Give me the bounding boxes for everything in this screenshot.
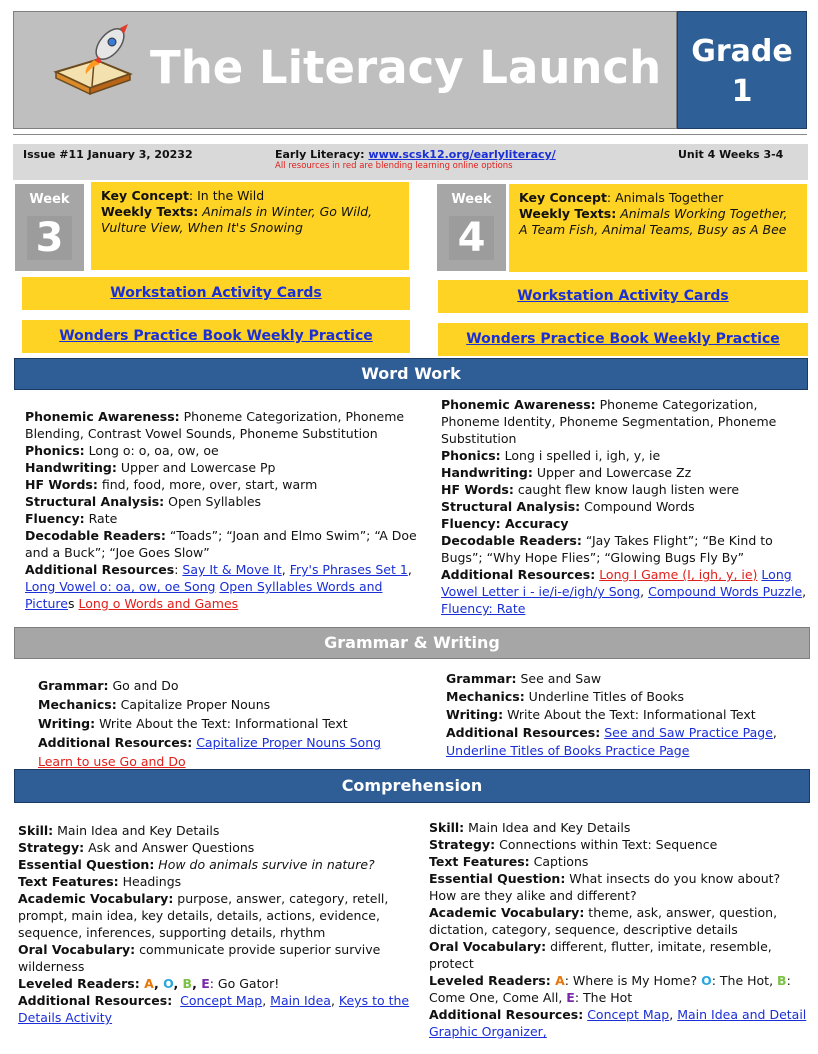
- handwriting-label: Handwriting:: [25, 460, 117, 475]
- phonemic-awareness: Phoneme Categorization, Phoneme Blending, Contrast Vowel Sounds, Phoneme Substitution: [25, 409, 405, 441]
- issue-date: Issue #11 January 3, 20232: [23, 148, 193, 161]
- fluency-label: Fluency:: [25, 511, 85, 526]
- week-4-concept: Key Concept: Animals Together Weekly Texts: Animals Working Together, A Team Fish, Animal Teams, Busy as A Bee: [509, 184, 807, 272]
- week-3-cards-bar: [22, 277, 410, 310]
- additional-resources-label: Additional Resources:: [446, 725, 601, 740]
- level-b-title: : Come One, Come All,: [429, 973, 791, 1005]
- writing: Write About the Text: Informational Text: [95, 716, 348, 731]
- early-literacy-link[interactable]: www.scsk12.org/earlyliteracy/: [368, 148, 556, 161]
- open-syllables-suffix: s: [68, 596, 75, 611]
- text-features: Headings: [118, 874, 182, 889]
- week-4-badge: [437, 184, 506, 271]
- week-3-badge: [15, 184, 84, 271]
- word-work-header: Word Work: [14, 358, 808, 390]
- grammar: See and Saw: [516, 671, 602, 686]
- week-4-number: 4: [449, 216, 494, 260]
- essential-question-label: Essential Question:: [429, 871, 566, 886]
- book-rocket-logo: [48, 22, 138, 102]
- concept-map-link[interactable]: Concept Map: [180, 993, 263, 1008]
- week-3-practice-bar: [22, 320, 410, 353]
- leveled-readers-label: Leveled Readers:: [429, 973, 556, 988]
- oral-vocabulary-label: Oral Vocabulary:: [429, 939, 547, 954]
- grade-number: 1: [731, 74, 753, 109]
- key-concept: : In the Wild: [188, 188, 265, 203]
- structural-analysis-label: Structural Analysis:: [441, 499, 581, 514]
- hf-words: find, food, more, over, start, warm: [97, 477, 318, 492]
- early-literacy-label: Early Literacy:: [275, 148, 369, 161]
- oral-vocabulary: communicate provide superior survive wilderness: [18, 942, 381, 974]
- skill: Main Idea and Key Details: [53, 823, 220, 838]
- red-resources-note: All resources in red are blending learning online options: [275, 161, 513, 171]
- concept-map-link[interactable]: Concept Map: [587, 1007, 670, 1022]
- structural-analysis-label: Structural Analysis:: [25, 494, 165, 509]
- essential-question: What insects do you know about? How are they alike and different?: [429, 871, 781, 903]
- level-o: O: [701, 973, 712, 988]
- open-syllables-link[interactable]: Open Syllables Words and Picture: [25, 579, 383, 611]
- grade-badge: [677, 11, 807, 129]
- long-o-games-link[interactable]: Long o Words and Games: [78, 596, 239, 611]
- key-concept-label: Key Concept: [519, 190, 607, 205]
- writing-label: Writing:: [38, 716, 96, 731]
- oral-vocabulary: different, flutter, imitate, resemble, protect: [429, 939, 772, 971]
- skill: Main Idea and Key Details: [464, 820, 631, 835]
- phonemic-awareness-label: Phonemic Awareness:: [441, 397, 596, 412]
- handwriting: Upper and Lowercase Pp: [116, 460, 276, 475]
- main-idea-organizer-link[interactable]: Main Idea and Detail Graphic Organizer,: [429, 1007, 807, 1039]
- main-idea-link[interactable]: Main Idea: [270, 993, 331, 1008]
- workstation-cards-link-week-3[interactable]: Workstation Activity Cards: [110, 285, 322, 301]
- mechanics-label: Mechanics:: [446, 689, 525, 704]
- text-features-label: Text Features:: [18, 874, 119, 889]
- workstation-cards-link-week-4[interactable]: Workstation Activity Cards: [517, 288, 729, 304]
- handwriting: Upper and Lowercase Zz: [532, 465, 692, 480]
- additional-resources-label: Additional Resources:: [441, 567, 596, 582]
- leveled-readers: : Go Gator!: [209, 976, 280, 991]
- additional-resources-label: Additional Resources:: [18, 993, 173, 1008]
- level-e: E: [201, 976, 210, 991]
- additional-resources-label: Additional Resources: [25, 562, 175, 577]
- additional-resources-label: Additional Resources:: [38, 735, 193, 750]
- phonics-label: Phonics:: [441, 448, 501, 463]
- comprehension-week-3: Skill: Main Idea and Key Details Strategy: Ask and Answer Questions Essential Question: How do animals survive in nature? Text Features: Headings Academic Vocabulary: purpose, answer, category, retell, prompt, main idea, key details, details, actions, evidence, sequence, inferences, supporting details, rhythm Oral Vocabulary: communicate provide superior survive wilderness Leveled Readers: A, O, B, E: Go Gator! Additional Resources: Concept Map, Main Idea, Keys to the Details Activity: [18, 823, 410, 1025]
- decodable-readers: “Jay Takes Flight”; “Be Kind to Bugs”; “Why Hope Flies”; “Glowing Bugs Fly By”: [441, 533, 773, 565]
- word-work-week-4: Phonemic Awareness: Phoneme Categorization, Phoneme Identity, Phoneme Segmentation, Phoneme Substitution Phonics: Long i spelled i, igh, y, ie Handwriting: Upper and Lowercase Zz HF Words: caught flew know laugh listen were Structural Analysis: Compound Words Fluency: Accuracy Decodable Readers: “Jay Takes Flight”; “Be Kind to Bugs”; “Why Hope Flies”; “Glowing Bugs Fly By” Additional Resources: Long I Game (I, igh, y, ie) Long Vowel Letter i - ie/i-e/igh/y Song, Compound Words Puzzle, Fluency: Rate: [441, 397, 807, 616]
- fluency-label: Fluency: Accuracy: [441, 516, 569, 531]
- keys-to-details-link[interactable]: Keys to the Details Activity: [18, 993, 410, 1025]
- week-3-concept: Key Concept: In the Wild Weekly Texts: Animals in Winter, Go Wild, Vulture View, When It's Snowing: [91, 182, 409, 270]
- level-o: O: [163, 976, 174, 991]
- capitalize-proper-nouns-link[interactable]: Capitalize Proper Nouns Song: [196, 735, 382, 750]
- additional-resources-label: Additional Resources:: [429, 1007, 584, 1022]
- practice-book-link-week-4[interactable]: Wonders Practice Book Weekly Practice: [466, 331, 780, 347]
- decodable-readers: “Toads”; “Joan and Elmo Swim”; “A Doe and a Buck”; “Joe Goes Slow”: [25, 528, 417, 560]
- level-a: A: [555, 973, 565, 988]
- level-a: A: [144, 976, 154, 991]
- writing: Write About the Text: Informational Text: [503, 707, 756, 722]
- newsletter-title: The Literacy Launch: [150, 41, 662, 94]
- issue-bar: [13, 144, 808, 180]
- unit-weeks: Unit 4 Weeks 3-4: [678, 148, 784, 161]
- strategy: Ask and Answer Questions: [84, 840, 255, 855]
- level-b: B: [182, 976, 193, 991]
- comprehension-header: Comprehension: [14, 769, 810, 803]
- grammar-week-3: [38, 676, 418, 771]
- grammar: Go and Do: [108, 678, 179, 693]
- week-3-number: 3: [27, 216, 72, 260]
- phonics-label: Phonics:: [25, 443, 85, 458]
- long-i-game-link[interactable]: Long I Game (I, igh, y, ie): [599, 567, 758, 582]
- hf-words: caught flew know laugh listen were: [513, 482, 740, 497]
- structural-analysis: Compound Words: [580, 499, 695, 514]
- grammar-writing-header: Grammar & Writing: [14, 627, 810, 659]
- mechanics: Capitalize Proper Nouns: [116, 697, 271, 712]
- academic-vocabulary-label: Academic Vocabulary:: [429, 905, 585, 920]
- level-a-title: : Where is My Home?: [564, 973, 702, 988]
- essential-question-label: Essential Question:: [18, 857, 155, 872]
- word-work-week-3: Phonemic Awareness: Phoneme Categorization, Phoneme Blending, Contrast Vowel Sounds, Phoneme Substitution Phonics: Long o: o, oa, ow, oe Handwriting: Upper and Lowercase Pp HF Words: find, food, more, over, start, warm Structural Analysis: Open Syllables Fluency: Rate Decodable Readers: “Toads”; “Joan and Elmo Swim”; “A Doe and a Buck”; “Joe Goes Slow” Additional Resources: Say It & Move It, Fry's Phrases Set 1, Long Vowel o: oa, ow, oe Song Open Syllables Words and Pictures Long o Words and Games: [25, 409, 417, 611]
- writing-label: Writing:: [446, 707, 504, 722]
- weekly-texts: Animals Working Together, A Team Fish, Animal Teams, Busy as A Bee: [519, 206, 788, 237]
- strategy: Connections within Text: Sequence: [495, 837, 718, 852]
- weekly-texts: Animals in Winter, Go Wild, Vulture View, When It's Snowing: [101, 204, 373, 235]
- see-and-saw-link[interactable]: See and Saw Practice Page: [604, 725, 773, 740]
- banner-divider: [13, 129, 807, 135]
- key-concept: : Animals Together: [606, 190, 724, 205]
- long-vowel-o-song-link[interactable]: Long Vowel o: oa, ow, oe Song: [25, 579, 216, 594]
- week-3-label: Week: [29, 192, 70, 207]
- phonemic-awareness: Phoneme Categorization, Phoneme Identity, Phoneme Segmentation, Phoneme Substitution: [441, 397, 777, 446]
- essential-question: How do animals survive in nature?: [154, 857, 375, 872]
- frys-phrases-link[interactable]: Fry's Phrases Set 1: [289, 562, 408, 577]
- hf-words-label: HF Words:: [25, 477, 98, 492]
- long-vowel-i-song-link[interactable]: Long Vowel Letter i - ie/i-e/igh/y Song: [441, 567, 792, 599]
- week-4-cards-bar: [438, 280, 808, 313]
- phonics: Long i spelled i, igh, y, ie: [500, 448, 661, 463]
- strategy-label: Strategy:: [429, 837, 496, 852]
- handwriting-label: Handwriting:: [441, 465, 533, 480]
- grammar-label: Grammar:: [446, 671, 517, 686]
- phonics: Long o: o, oa, ow, oe: [84, 443, 219, 458]
- skill-label: Skill:: [18, 823, 54, 838]
- mechanics-label: Mechanics:: [38, 697, 117, 712]
- oral-vocabulary-label: Oral Vocabulary:: [18, 942, 136, 957]
- phonemic-awareness-label: Phonemic Awareness:: [25, 409, 180, 424]
- week-4-practice-bar: [438, 323, 808, 356]
- grade-label: Grade: [691, 34, 793, 69]
- say-it-move-it-link[interactable]: Say It & Move It: [182, 562, 282, 577]
- key-concept-label: Key Concept: [101, 188, 189, 203]
- structural-analysis: Open Syllables: [164, 494, 262, 509]
- comprehension-week-4: Skill: Main Idea and Key Details Strategy: Connections within Text: Sequence Text Features: Captions Essential Question: What insects do you know about? How are they alike and different? Academic Vocabulary: theme, ask, answer, question, dictation, category, sequence, descriptive details Oral Vocabulary: different, flutter, imitate, resemble, protect Leveled Readers: A: Where is My Home? O: The Hot, B: Come One, Come All, E: The Hot Additional Resources: Concept Map, Main Idea and Detail Graphic Organizer,: [429, 820, 807, 1039]
- practice-book-link-week-3[interactable]: Wonders Practice Book Weekly Practice: [59, 328, 373, 344]
- academic-vocabulary: purpose, answer, category, retell, prompt, main idea, key details, details, actions, evidence, sequence, inferences, supporting details, rhythm: [18, 891, 389, 940]
- level-o-title: : The Hot,: [711, 973, 778, 988]
- compound-words-puzzle-link[interactable]: Compound Words Puzzle: [648, 584, 803, 599]
- level-e-title: : The Hot: [574, 990, 633, 1005]
- week-4-label: Week: [451, 192, 492, 207]
- go-and-do-link[interactable]: Learn to use Go and Do: [38, 754, 186, 769]
- level-e: E: [566, 990, 575, 1005]
- fluency: Rate: [84, 511, 118, 526]
- weekly-texts-label: Weekly Texts: [101, 204, 194, 219]
- decodable-readers-label: Decodable Readers:: [25, 528, 166, 543]
- academic-vocabulary-label: Academic Vocabulary:: [18, 891, 174, 906]
- mechanics: Underline Titles of Books: [524, 689, 684, 704]
- fluency-rate-link[interactable]: Fluency: Rate: [441, 601, 526, 616]
- early-literacy: [275, 148, 556, 161]
- level-b: B: [777, 973, 787, 988]
- text-features-label: Text Features:: [429, 854, 530, 869]
- grammar-week-4: Grammar: See and Saw Mechanics: Underline Titles of Books Writing: Write About the Text: Informational Text Additional Resources: See and Saw Practice Page, Underline Titles of Books Practice Page: [446, 671, 777, 758]
- underline-titles-link[interactable]: Underline Titles of Books Practice Page: [446, 743, 690, 758]
- grammar-label: Grammar:: [38, 678, 109, 693]
- separator: :: [174, 562, 183, 577]
- hf-words-label: HF Words:: [441, 482, 514, 497]
- academic-vocabulary: theme, ask, answer, question, dictation, category, sequence, descriptive details: [429, 905, 778, 937]
- skill-label: Skill:: [429, 820, 465, 835]
- leveled-readers-label: Leveled Readers:: [18, 976, 145, 991]
- text-features: Captions: [529, 854, 589, 869]
- strategy-label: Strategy:: [18, 840, 85, 855]
- weekly-texts-label: Weekly Texts: [519, 206, 612, 221]
- decodable-readers-label: Decodable Readers:: [441, 533, 582, 548]
